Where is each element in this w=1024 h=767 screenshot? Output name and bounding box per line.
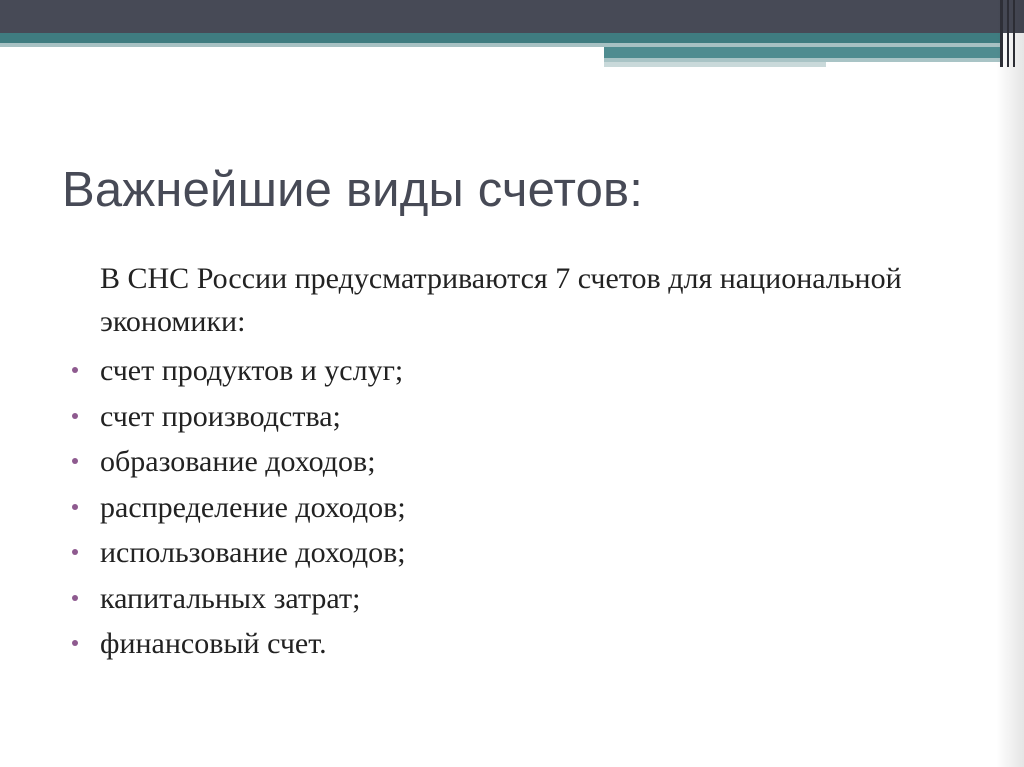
list-item-text: использование доходов; xyxy=(100,536,406,569)
slide-title: Важнейшие виды счетов: xyxy=(62,163,644,217)
list-item-text: капитальных затрат; xyxy=(100,581,361,615)
header-accent-bar-short xyxy=(604,62,826,67)
list-item xyxy=(72,487,952,533)
list-item xyxy=(72,578,952,624)
bullet-icon xyxy=(72,549,78,555)
list-item xyxy=(72,532,952,578)
list-item-text: распределение доходов; xyxy=(100,490,406,524)
list-item xyxy=(72,623,952,669)
list-item xyxy=(72,396,952,442)
bullet-icon xyxy=(72,595,78,601)
list-item xyxy=(72,441,952,487)
bullet-icon xyxy=(72,640,78,646)
bullet-icon xyxy=(72,504,78,510)
bullet-icon xyxy=(72,367,78,373)
list-item xyxy=(72,350,952,396)
bullet-icon xyxy=(72,458,78,464)
header-accent-bar xyxy=(604,47,1000,58)
intro-text: В СНС России предусматриваются 7 счетов для национальной экономики: xyxy=(100,262,902,338)
list-item-text: образование доходов; xyxy=(100,445,376,478)
list-item-text: счет продуктов и услуг; xyxy=(100,354,404,387)
header-bar-dark xyxy=(0,0,1024,33)
header-bar-teal xyxy=(0,33,1000,43)
page-edge-shadow xyxy=(996,0,1024,767)
list-item-text: финансовый счет. xyxy=(100,627,327,660)
accounts-list xyxy=(72,350,952,669)
list-item-text: счет производства; xyxy=(100,399,341,433)
bullet-icon xyxy=(72,413,78,419)
